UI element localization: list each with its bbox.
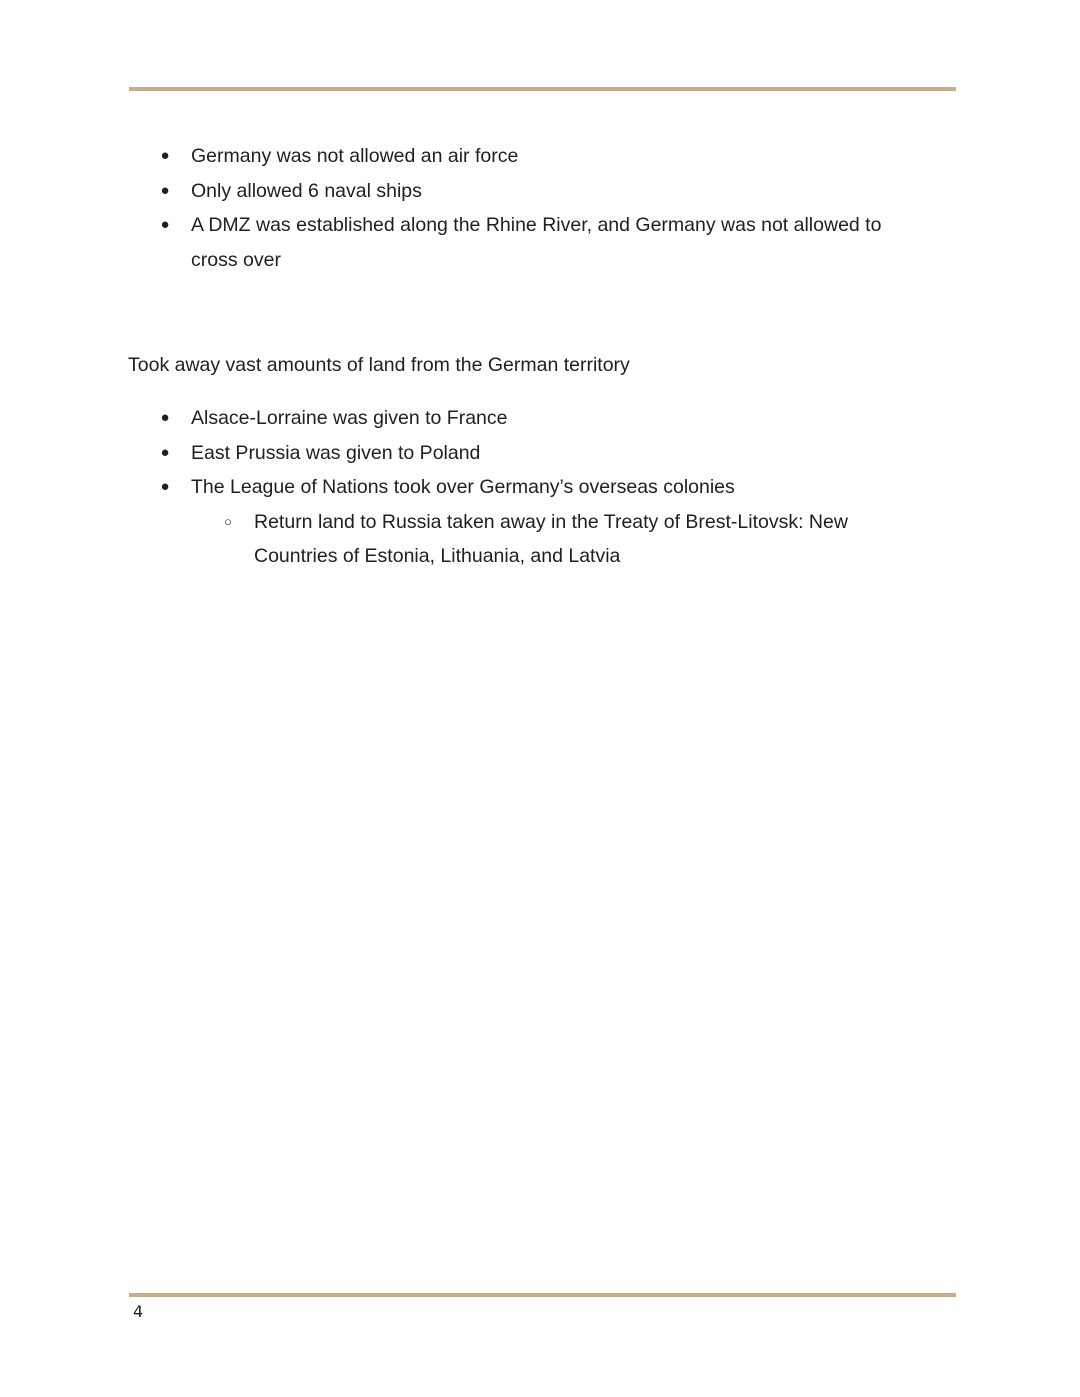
list-item-text: The League of Nations took over Germany’s overseas colonies xyxy=(191,476,735,498)
list-item xyxy=(0,401,911,436)
bullet-icon: ● xyxy=(160,443,170,461)
land-losses-list xyxy=(0,401,911,574)
list-item xyxy=(0,139,911,174)
bullet-icon: ● xyxy=(160,216,170,233)
sub-list-item-text: Return land to Russia taken away in the Treaty of Brest-Litovsk: New Countries of Estonia, Lithuania, and Latvia xyxy=(254,510,848,567)
bullet-icon: ● xyxy=(160,181,170,199)
list-item xyxy=(0,470,911,505)
list-item xyxy=(0,174,911,209)
list-item-text: Only allowed 6 naval ships xyxy=(191,179,422,202)
bullet-icon: ● xyxy=(160,478,170,495)
land-paragraph: Took away vast amounts of land from the German territory xyxy=(128,354,630,376)
page-number: 4 xyxy=(133,1302,144,1321)
military-restrictions-list xyxy=(0,139,911,277)
footer-rule xyxy=(129,1293,956,1297)
list-item-text: East Prussia was given to Poland xyxy=(191,441,481,464)
header-rule xyxy=(129,87,956,91)
list-item-text: Germany was not allowed an air force xyxy=(191,145,519,167)
list-item-text: Alsace-Lorraine was given to France xyxy=(191,407,508,429)
list-item-text: A DMZ was established along the Rhine River, and Germany was not allowed to cross over xyxy=(191,214,882,271)
list-item xyxy=(0,436,911,471)
bullet-icon: ● xyxy=(160,147,170,164)
hollow-bullet-icon: ○ xyxy=(224,513,232,529)
sub-list-item xyxy=(0,505,894,574)
bullet-icon: ● xyxy=(160,409,170,426)
list-item xyxy=(0,208,911,277)
